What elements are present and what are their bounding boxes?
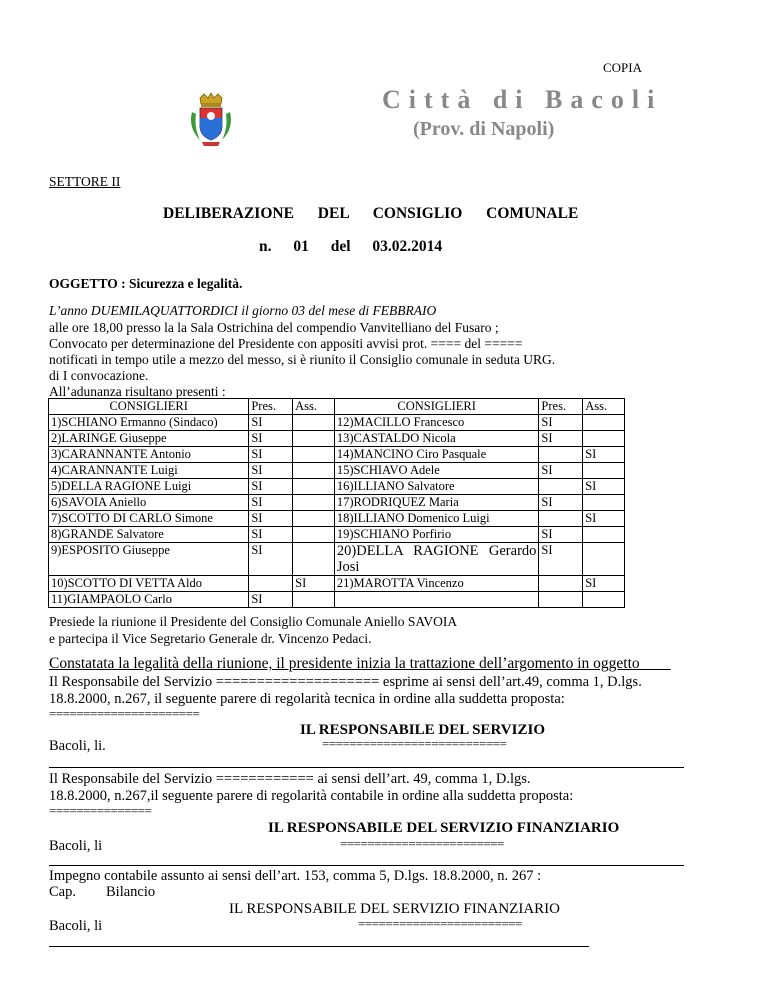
table-header: Pres. <box>249 399 293 415</box>
table-cell <box>293 447 335 463</box>
table-cell <box>583 463 625 479</box>
bilancio-label: Bilancio <box>106 884 156 900</box>
table-cell <box>293 415 335 431</box>
table-cell: 13)CASTALDO Nicola <box>334 431 539 447</box>
table-cell: SI <box>539 543 583 576</box>
table-cell <box>539 592 583 608</box>
subject-line: OGGETTO : Sicurezza e legalità. <box>49 276 243 291</box>
table-row <box>49 463 625 479</box>
table-cell <box>293 543 335 576</box>
table-cell <box>539 447 583 463</box>
presiede-line-1: Presiede la riunione il Presidente del Consiglio Comunale Aniello SAVOIA <box>49 614 458 629</box>
impegno-place-date: Bacoli, li <box>49 918 103 934</box>
table-cell: 7)SCOTTO DI CARLO Simone <box>49 511 249 527</box>
presiede-line-2: e partecipa il Vice Segretario Generale dr. Vincenzo Pedaci. <box>49 631 372 646</box>
table-cell <box>583 495 625 511</box>
intro-line-5: di I convocazione. <box>49 368 149 383</box>
contabile-signature: ======================== <box>340 836 504 851</box>
intro-line-1: L’anno DUEMILAQUATTORDICI il giorno 03 del mese di FEBBRAIO <box>49 303 437 318</box>
table-cell <box>583 543 625 576</box>
city-name: Città di Bacoli <box>382 85 663 114</box>
table-cell: SI <box>539 463 583 479</box>
table-cell <box>334 592 539 608</box>
table-cell: 5)DELLA RAGIONE Luigi <box>49 479 249 495</box>
table-header: CONSIGLIERI <box>334 399 539 415</box>
table-cell: 11)GIAMPAOLO Carlo <box>49 592 249 608</box>
deliberation-title: DELIBERAZIONE DEL CONSIGLIO COMUNALE <box>163 205 579 222</box>
table-cell <box>293 592 335 608</box>
attendance-table <box>48 398 625 608</box>
table-cell <box>583 415 625 431</box>
intro-line-6: All’adunanza risultano presenti : <box>49 384 226 399</box>
table-cell: SI <box>249 543 293 576</box>
table-cell: 9)ESPOSITO Giuseppe <box>49 543 249 576</box>
divider <box>49 767 684 768</box>
sector-label: SETTORE II <box>49 174 121 189</box>
intro-line-3: Convocato per determinazione del Presidente con appositi avvisi prot. ==== del ===== <box>49 336 523 351</box>
table-cell: 2)LARINGE Giuseppe <box>49 431 249 447</box>
table-cell: SI <box>249 415 293 431</box>
table-row <box>49 543 625 576</box>
table-cell: 20)DELLA RAGIONE Gerardo Josi <box>334 543 539 576</box>
impegno-line: Impegno contabile assunto ai sensi dell’art. 153, comma 5, D.lgs. 18.8.2000, n. 267 : <box>49 868 542 884</box>
table-cell: SI <box>583 479 625 495</box>
contabile-place-date: Bacoli, li <box>49 838 103 854</box>
table-header-row <box>49 399 625 415</box>
divider <box>49 946 589 947</box>
copy-label: COPIA <box>602 60 642 75</box>
tecnica-responsible: IL RESPONSABILE DEL SERVIZIO <box>300 722 545 738</box>
table-cell: 17)RODRIQUEZ Maria <box>334 495 539 511</box>
table-cell: SI <box>249 463 293 479</box>
constatata-line: Constatata la legalità della riunione, il presidente inizia la trattazione dell’argomento in oggetto____ <box>49 655 671 672</box>
table-cell: 16)ILLIANO Salvatore <box>334 479 539 495</box>
table-row <box>49 511 625 527</box>
table-row <box>49 576 625 592</box>
table-cell: 18)ILLIANO Domenico Luigi <box>334 511 539 527</box>
table-cell: SI <box>583 447 625 463</box>
table-cell: 21)MAROTTA Vincenzo <box>334 576 539 592</box>
table-row <box>49 431 625 447</box>
table-cell: SI <box>583 511 625 527</box>
table-cell <box>539 511 583 527</box>
table-cell: SI <box>249 592 293 608</box>
contabile-line-1: Il Responsabile del Servizio ============ ai sensi dell’art. 49, comma 1, D.lgs. <box>49 771 531 787</box>
impegno-responsible: IL RESPONSABILE DEL SERVIZIO FINANZIARIO <box>229 901 561 917</box>
deliberation-number: n. 01 del 03.02.2014 <box>259 238 443 255</box>
contabile-responsible: IL RESPONSABILE DEL SERVIZIO FINANZIARIO <box>268 820 620 836</box>
tecnica-signature: =========================== <box>322 736 507 751</box>
table-cell <box>583 431 625 447</box>
table-cell: 6)SAVOIA Aniello <box>49 495 249 511</box>
table-cell <box>249 576 293 592</box>
table-cell: 3)CARANNANTE Antonio <box>49 447 249 463</box>
table-cell: 4)CARANNANTE Luigi <box>49 463 249 479</box>
table-row <box>49 592 625 608</box>
table-cell: 14)MANCINO Ciro Pasquale <box>334 447 539 463</box>
table-row <box>49 479 625 495</box>
table-row <box>49 415 625 431</box>
table-cell: SI <box>539 527 583 543</box>
intro-line-2: alle ore 18,00 presso la la Sala Ostrichina del compendio Vanvitelliano del Fusaro ; <box>49 320 499 335</box>
table-header: Ass. <box>583 399 625 415</box>
table-cell <box>293 495 335 511</box>
table-cell: 10)SCOTTO DI VETTA Aldo <box>49 576 249 592</box>
table-cell: SI <box>249 447 293 463</box>
table-cell <box>293 431 335 447</box>
contabile-line-3: =============== <box>49 803 152 818</box>
table-cell: 1)SCHIANO Ermanno (Sindaco) <box>49 415 249 431</box>
table-header: Pres. <box>539 399 583 415</box>
table-cell <box>539 479 583 495</box>
tecnica-place-date: Bacoli, li. <box>49 738 106 754</box>
table-cell: SI <box>249 479 293 495</box>
table-cell: SI <box>539 431 583 447</box>
table-cell <box>293 463 335 479</box>
table-cell: SI <box>539 495 583 511</box>
table-cell: SI <box>249 511 293 527</box>
tecnica-line-3: ====================== <box>49 706 200 721</box>
table-cell <box>293 511 335 527</box>
table-cell: SI <box>583 576 625 592</box>
intro-line-4: notificati in tempo utile a mezzo del messo, si è riunito il Consiglio comunale in seduta URG. <box>49 352 556 367</box>
province-name: (Prov. di Napoli) <box>413 118 555 140</box>
table-cell <box>539 576 583 592</box>
table-cell: SI <box>249 527 293 543</box>
table-cell: 15)SCHIAVO Adele <box>334 463 539 479</box>
table-row <box>49 495 625 511</box>
table-row <box>49 447 625 463</box>
table-cell: SI <box>293 576 335 592</box>
table-cell: 19)SCHIANO Porfirio <box>334 527 539 543</box>
table-cell: SI <box>249 431 293 447</box>
divider <box>49 865 684 866</box>
table-cell <box>583 592 625 608</box>
impegno-signature: ======================== <box>358 916 522 931</box>
table-cell: 8)GRANDE Salvatore <box>49 527 249 543</box>
table-cell <box>583 527 625 543</box>
cap-label: Cap. <box>49 884 76 900</box>
table-header: CONSIGLIERI <box>49 399 249 415</box>
table-row <box>49 527 625 543</box>
table-cell: 12)MACILLO Francesco <box>334 415 539 431</box>
city-crest-logo <box>186 92 236 148</box>
tecnica-line-2: 18.8.2000, n.267, il seguente parere di regolarità tecnica in ordine alla suddetta proposta: <box>49 691 565 707</box>
table-cell: SI <box>539 415 583 431</box>
contabile-line-2: 18.8.2000, n.267,il seguente parere di regolarità contabile in ordine alla suddetta proposta: <box>49 788 574 804</box>
table-cell <box>293 479 335 495</box>
table-header: Ass. <box>293 399 335 415</box>
tecnica-line-1: Il Responsabile del Servizio ==================== esprime ai sensi dell’art.49, comma 1, D.lgs. <box>49 674 642 690</box>
table-cell <box>293 527 335 543</box>
table-cell: SI <box>249 495 293 511</box>
